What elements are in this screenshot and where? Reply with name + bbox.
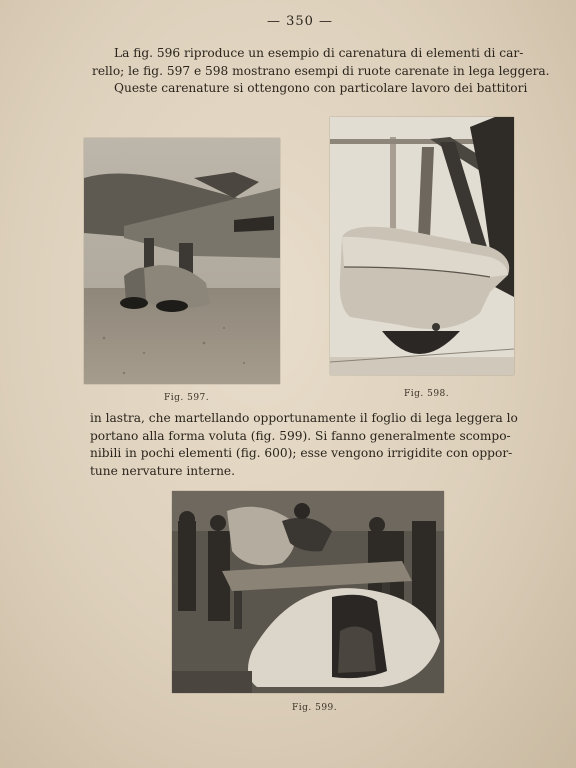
- text-line: rello; le fig. 597 e 598 mostrano esempi di ruote carenate in lega leggera.: [92, 63, 550, 78]
- text-line: La fig. 596 riproduce un esempio di carenatura di elementi di car-: [114, 46, 524, 60]
- figure-599-caption: Fig. 599.: [292, 703, 338, 713]
- paragraph-intro: [92, 45, 550, 98]
- figure-598-caption: Fig. 598.: [404, 389, 450, 399]
- paragraph-continuation: [90, 410, 518, 480]
- figure-599-photo: [172, 491, 444, 693]
- page-number: — 350 —: [266, 14, 334, 29]
- figure-597-photo: [84, 138, 280, 384]
- text-line: nibili in pochi elementi (fig. 600); esse vengono irrigidite con oppor-: [90, 446, 513, 460]
- figure-597-caption: Fig. 597.: [164, 393, 210, 403]
- text-line: Queste carenature si ottengono con particolare lavoro dei battitori: [114, 81, 528, 95]
- text-line: portano alla forma voluta (fig. 599). Si fanno generalmente scompo-: [90, 428, 511, 443]
- text-line: in lastra, che martellando opportunamente il foglio di lega leggera lo: [90, 411, 518, 425]
- figure-598-photo: [330, 117, 514, 375]
- text-line: tune nervature interne.: [90, 463, 236, 478]
